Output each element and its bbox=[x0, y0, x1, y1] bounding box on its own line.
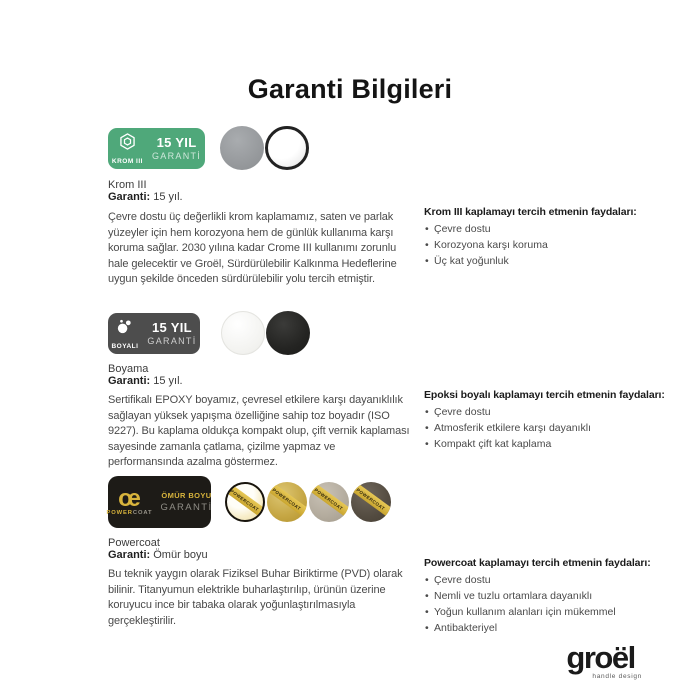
list-item: • Çevre dostu bbox=[424, 404, 678, 420]
swatch-black-paint bbox=[266, 311, 310, 355]
boyama-benefits bbox=[424, 389, 678, 452]
krom-badge-garanti: GARANTİ bbox=[151, 150, 202, 161]
powercoat-name: Powercoat bbox=[108, 537, 160, 549]
krom-badge-row bbox=[108, 126, 309, 170]
powercoat-ribbon: POWERCOAT bbox=[267, 482, 307, 522]
swatch-dark-bronze bbox=[351, 482, 391, 522]
krom-name: Krom III bbox=[108, 179, 147, 191]
powercoat-badge-garanti: GARANTİ bbox=[160, 502, 213, 513]
swatch-champagne bbox=[309, 482, 349, 522]
powercoat-warranty-value: Ömür boyu bbox=[153, 549, 208, 561]
powercoat-ribbon: POWERCOAT bbox=[309, 482, 349, 522]
page-title: Garanti Bilgileri bbox=[247, 74, 453, 105]
boyali-badge-years: 15 YIL bbox=[152, 319, 192, 335]
powercoat-ribbon: POWERCOAT bbox=[225, 482, 265, 521]
hexagon-icon bbox=[118, 132, 137, 156]
list-item: • Üç kat yoğunluk bbox=[424, 253, 678, 269]
krom-warranty-label: Garanti: bbox=[108, 191, 151, 203]
brand-name: groël bbox=[566, 640, 635, 675]
powercoat-badge-label: POWERCOAT bbox=[106, 509, 153, 516]
boyama-warranty-label: Garanti: bbox=[108, 375, 151, 387]
boyama-warranty-line bbox=[108, 375, 183, 387]
paint-splash-icon bbox=[115, 317, 134, 341]
boyama-description: Sertifikalı EPOXY boyamız, çevresel etkilere karşı dayanıklılık sağlayan yüksek yapışma özelliğine sahip toz boyadır (ISO 9227). Bu kaplama oldukça kompakt olup, çift vernik kaplaması sayesinde zamanla çatlama, çizilme yapmaz ve performansında azalma göstermez. bbox=[108, 394, 410, 468]
brand-tagline: handle design bbox=[592, 673, 642, 680]
krom-badge-years: 15 YIL bbox=[156, 134, 197, 150]
krom-badge-label: KROM III bbox=[111, 157, 143, 165]
swatch-white-paint bbox=[221, 311, 265, 355]
boyali-badge-row bbox=[108, 311, 310, 355]
krom-description: Çevre dostu üç değerlikli krom kaplamamız, saten ve parlak yüzeyler için hem korozyona hem de günlük kullanıma karşı koruma sağlar. 2030 yılına kadar Crome III kullanımı zorunlu hale gelecektir ve Groël, Sürdürülebilir Kalkınma Hedeflerine uygun şekilde önceden sürdürülebilir yolu tercih etmiştir. bbox=[108, 211, 397, 285]
swatch-cream-gold bbox=[225, 482, 265, 522]
list-item: • Kompakt çift kat kaplama bbox=[424, 436, 678, 452]
list-item: • Atmosferik etkilere karşı dayanıklı bbox=[424, 420, 678, 436]
list-item: • Nemli ve tuzlu ortamlara dayanıklı bbox=[424, 588, 678, 604]
krom-benefits-list bbox=[424, 221, 678, 269]
powercoat-warranty-badge bbox=[108, 476, 211, 528]
boyama-warranty-value: 15 yıl. bbox=[153, 375, 183, 387]
powercoat-badge-lifetime: ÖMÜR BOYU bbox=[161, 491, 212, 500]
powercoat-infinity-logo-icon: œ bbox=[118, 484, 141, 512]
list-item: • Çevre dostu bbox=[424, 221, 678, 237]
powercoat-description: Bu teknik yaygın olarak Fiziksel Buhar Biriktirme (PVD) olarak bilinir. Titanyumun elektrikle buharlaştırılıp, ürünün üzerine koruyucu ince bir tabaka olarak yoğunlaştırılmasıyla gerçekleştirilir. bbox=[108, 568, 403, 627]
powercoat-benefits-title: Powercoat kaplamayı tercih etmenin faydaları: bbox=[424, 557, 651, 569]
powercoat-benefits-list bbox=[424, 572, 678, 636]
powercoat-warranty-label: Garanti: bbox=[108, 549, 151, 561]
list-item: • Çevre dostu bbox=[424, 572, 678, 588]
krom-benefits bbox=[424, 206, 678, 269]
boyama-name: Boyama bbox=[108, 363, 149, 375]
krom-warranty-badge bbox=[108, 128, 205, 169]
krom-warranty-line bbox=[108, 191, 183, 203]
swatch-satin-chrome bbox=[220, 126, 264, 170]
boyama-benefits-list bbox=[424, 404, 678, 452]
powercoat-ribbon: POWERCOAT bbox=[351, 482, 391, 522]
brand-logo bbox=[566, 642, 642, 680]
boyali-badge-garanti: GARANTİ bbox=[147, 335, 197, 346]
swatch-gold bbox=[267, 482, 307, 522]
boyali-badge-label: BOYALI bbox=[111, 342, 139, 350]
list-item: • Korozyona karşı koruma bbox=[424, 237, 678, 253]
krom-benefits-title: Krom III kaplamayı tercih etmenin faydaları: bbox=[424, 206, 637, 218]
swatch-polished-chrome bbox=[265, 126, 309, 170]
krom-warranty-value: 15 yıl. bbox=[153, 191, 183, 203]
powercoat-warranty-line bbox=[108, 549, 208, 561]
list-item: • Antibakteriyel bbox=[424, 620, 678, 636]
boyali-warranty-badge bbox=[108, 313, 200, 354]
powercoat-badge-row bbox=[108, 476, 391, 528]
list-item: • Yoğun kullanım alanları için mükemmel bbox=[424, 604, 678, 620]
powercoat-benefits bbox=[424, 557, 678, 636]
boyama-benefits-title: Epoksi boyalı kaplamayı tercih etmenin faydaları: bbox=[424, 389, 665, 401]
